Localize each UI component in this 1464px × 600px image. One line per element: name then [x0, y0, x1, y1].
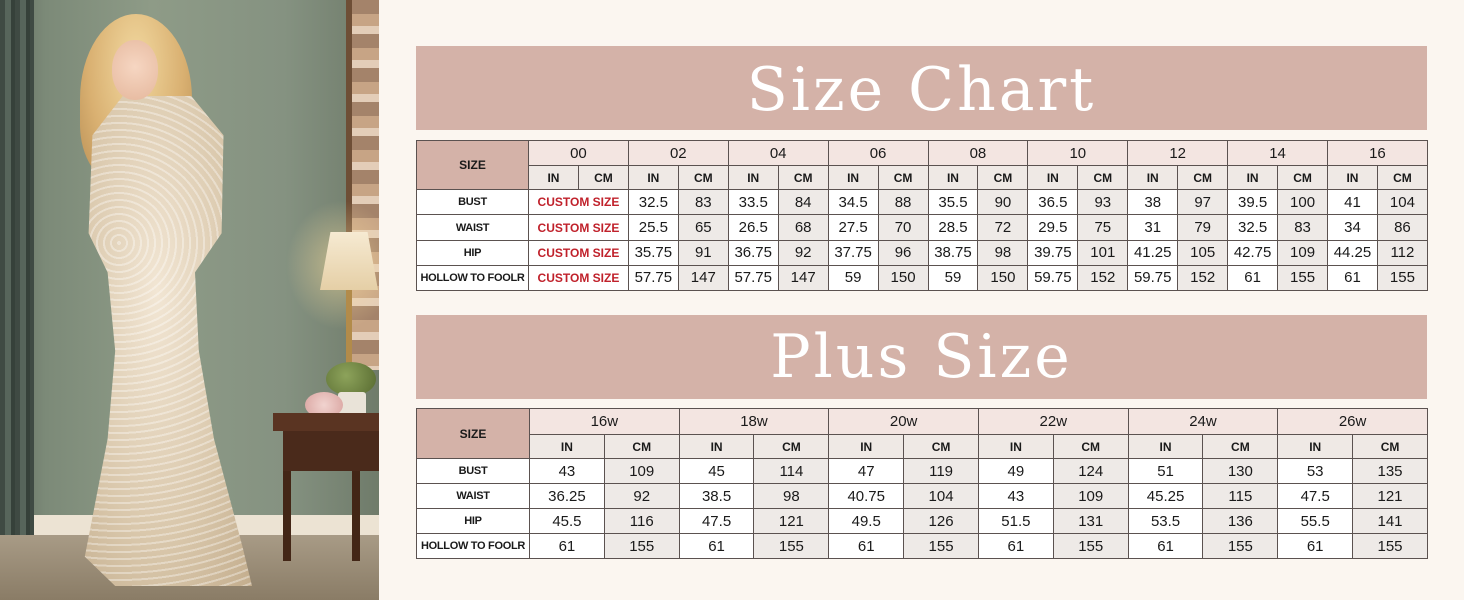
plus-size-table [416, 408, 1428, 559]
value-in: 61 [679, 534, 754, 559]
size-number: 02 [628, 141, 728, 166]
size-number: 16w [530, 409, 680, 435]
value-cm: 92 [604, 484, 679, 509]
measurement-label: HOLLOW TO FOOLR [417, 265, 529, 290]
value-cm: 98 [978, 240, 1028, 265]
value-cm: 92 [778, 240, 828, 265]
size-number: 10 [1028, 141, 1128, 166]
value-cm: 141 [1353, 509, 1428, 534]
value-in: 61 [1228, 265, 1278, 290]
value-cm: 104 [1377, 190, 1427, 215]
table-row [417, 215, 1428, 240]
value-in: 44.25 [1328, 240, 1378, 265]
value-in: 57.75 [628, 265, 678, 290]
value-cm: 147 [778, 265, 828, 290]
value-cm: 126 [904, 509, 979, 534]
plant [326, 362, 376, 396]
value-cm: 70 [878, 215, 928, 240]
value-cm: 155 [1203, 534, 1278, 559]
table-row [417, 509, 1428, 534]
table-row [417, 190, 1428, 215]
unit-cm-header: CM [1178, 166, 1228, 190]
value-cm: 155 [604, 534, 679, 559]
value-in: 28.5 [928, 215, 978, 240]
value-in: 55.5 [1278, 509, 1353, 534]
table-row [417, 240, 1428, 265]
value-cm: 124 [1053, 459, 1128, 484]
value-cm: 90 [978, 190, 1028, 215]
value-in: 43 [530, 459, 605, 484]
size-number: 08 [928, 141, 1028, 166]
value-in: 27.5 [828, 215, 878, 240]
unit-in-header: IN [1028, 166, 1078, 190]
size-number: 14 [1228, 141, 1328, 166]
value-in: 51.5 [978, 509, 1053, 534]
unit-in-header: IN [728, 166, 778, 190]
unit-cm-header: CM [1377, 166, 1427, 190]
value-cm: 152 [1078, 265, 1128, 290]
value-cm: 115 [1203, 484, 1278, 509]
unit-cm-header: CM [1353, 435, 1428, 459]
value-cm: 116 [604, 509, 679, 534]
value-in: 26.5 [728, 215, 778, 240]
value-cm: 130 [1203, 459, 1278, 484]
unit-cm-header: CM [754, 435, 829, 459]
value-cm: 109 [1053, 484, 1128, 509]
value-in: 32.5 [1228, 215, 1278, 240]
value-in: 36.5 [1028, 190, 1078, 215]
table-row [417, 265, 1428, 290]
value-cm: 75 [1078, 215, 1128, 240]
value-in: 34.5 [828, 190, 878, 215]
unit-cm-header: CM [678, 166, 728, 190]
measurement-label: HIP [417, 240, 529, 265]
custom-size-cell: CUSTOM SIZE [529, 240, 629, 265]
value-in: 53 [1278, 459, 1353, 484]
unit-cm-header: CM [604, 435, 679, 459]
plus-size-title: Plus Size [416, 315, 1427, 399]
unit-in-header: IN [529, 166, 579, 190]
custom-size-cell: CUSTOM SIZE [529, 265, 629, 290]
value-in: 31 [1128, 215, 1178, 240]
unit-cm-header: CM [1203, 435, 1278, 459]
unit-in-header: IN [828, 166, 878, 190]
table-row [417, 484, 1428, 509]
value-in: 25.5 [628, 215, 678, 240]
value-in: 59 [928, 265, 978, 290]
unit-in-header: IN [1328, 166, 1378, 190]
unit-in-header: IN [928, 166, 978, 190]
value-cm: 72 [978, 215, 1028, 240]
value-in: 47.5 [679, 509, 754, 534]
table-row [417, 459, 1428, 484]
size-header-row [417, 141, 1428, 166]
value-in: 61 [978, 534, 1053, 559]
model-face [112, 40, 158, 100]
measurement-label: BUST [417, 190, 529, 215]
unit-in-header: IN [1128, 435, 1203, 459]
value-cm: 155 [1377, 265, 1427, 290]
value-cm: 114 [754, 459, 829, 484]
table-row [417, 534, 1428, 559]
value-cm: 84 [778, 190, 828, 215]
value-cm: 155 [754, 534, 829, 559]
size-number: 06 [828, 141, 928, 166]
value-cm: 88 [878, 190, 928, 215]
value-in: 38.5 [679, 484, 754, 509]
size-number: 18w [679, 409, 829, 435]
unit-in-header: IN [1128, 166, 1178, 190]
value-cm: 93 [1078, 190, 1128, 215]
size-header-row [417, 409, 1428, 435]
value-cm: 155 [1053, 534, 1128, 559]
unit-in-header: IN [978, 435, 1053, 459]
size-number: 22w [978, 409, 1128, 435]
model-photo [0, 0, 379, 600]
value-in: 59.75 [1028, 265, 1078, 290]
value-cm: 86 [1377, 215, 1427, 240]
value-in: 47.5 [1278, 484, 1353, 509]
unit-cm-header: CM [1053, 435, 1128, 459]
measurement-label: HOLLOW TO FOOLR [417, 534, 530, 559]
custom-size-cell: CUSTOM SIZE [529, 190, 629, 215]
size-number: 24w [1128, 409, 1278, 435]
value-in: 49.5 [829, 509, 904, 534]
unit-in-header: IN [530, 435, 605, 459]
value-cm: 79 [1178, 215, 1228, 240]
value-cm: 109 [604, 459, 679, 484]
size-number: 04 [728, 141, 828, 166]
value-in: 29.5 [1028, 215, 1078, 240]
value-in: 38.75 [928, 240, 978, 265]
size-header: SIZE [417, 141, 529, 190]
size-number: 20w [829, 409, 979, 435]
lace-pattern [62, 96, 252, 586]
value-cm: 121 [1353, 484, 1428, 509]
value-cm: 131 [1053, 509, 1128, 534]
value-in: 53.5 [1128, 509, 1203, 534]
value-in: 61 [1278, 534, 1353, 559]
value-in: 45.25 [1128, 484, 1203, 509]
value-in: 42.75 [1228, 240, 1278, 265]
size-chart-title: Size Chart [416, 46, 1427, 130]
value-in: 61 [829, 534, 904, 559]
curtain [0, 0, 34, 600]
standard-size-table [416, 140, 1428, 291]
value-in: 35.5 [928, 190, 978, 215]
value-cm: 105 [1178, 240, 1228, 265]
value-cm: 65 [678, 215, 728, 240]
size-number: 00 [529, 141, 629, 166]
value-cm: 104 [904, 484, 979, 509]
value-cm: 100 [1278, 190, 1328, 215]
side-table-leg [352, 471, 360, 561]
value-cm: 112 [1377, 240, 1427, 265]
unit-in-header: IN [1278, 435, 1353, 459]
unit-cm-header: CM [904, 435, 979, 459]
measurement-label: WAIST [417, 215, 529, 240]
value-cm: 155 [1353, 534, 1428, 559]
unit-header-row [417, 435, 1428, 459]
value-cm: 98 [754, 484, 829, 509]
value-in: 51 [1128, 459, 1203, 484]
value-cm: 96 [878, 240, 928, 265]
value-cm: 147 [678, 265, 728, 290]
size-number: 12 [1128, 141, 1228, 166]
value-in: 34 [1328, 215, 1378, 240]
value-in: 45.5 [530, 509, 605, 534]
value-cm: 155 [904, 534, 979, 559]
value-in: 61 [530, 534, 605, 559]
value-cm: 68 [778, 215, 828, 240]
value-in: 41 [1328, 190, 1378, 215]
side-table-drawer [283, 431, 379, 471]
value-cm: 119 [904, 459, 979, 484]
value-in: 57.75 [728, 265, 778, 290]
custom-size-cell: CUSTOM SIZE [529, 215, 629, 240]
unit-in-header: IN [679, 435, 754, 459]
value-in: 59.75 [1128, 265, 1178, 290]
size-header: SIZE [417, 409, 530, 459]
value-cm: 135 [1353, 459, 1428, 484]
size-number: 16 [1328, 141, 1428, 166]
value-in: 41.25 [1128, 240, 1178, 265]
value-cm: 155 [1278, 265, 1328, 290]
value-in: 43 [978, 484, 1053, 509]
unit-cm-header: CM [1078, 166, 1128, 190]
value-in: 39.75 [1028, 240, 1078, 265]
value-in: 33.5 [728, 190, 778, 215]
value-in: 39.5 [1228, 190, 1278, 215]
value-in: 47 [829, 459, 904, 484]
value-cm: 152 [1178, 265, 1228, 290]
side-table-leg [283, 471, 291, 561]
value-in: 32.5 [628, 190, 678, 215]
unit-cm-header: CM [878, 166, 928, 190]
value-cm: 109 [1278, 240, 1328, 265]
value-in: 61 [1328, 265, 1378, 290]
value-in: 36.75 [728, 240, 778, 265]
value-cm: 150 [978, 265, 1028, 290]
value-in: 37.75 [828, 240, 878, 265]
value-in: 59 [828, 265, 878, 290]
unit-header-row [417, 166, 1428, 190]
value-in: 38 [1128, 190, 1178, 215]
unit-in-header: IN [829, 435, 904, 459]
value-cm: 150 [878, 265, 928, 290]
measurement-label: BUST [417, 459, 530, 484]
value-cm: 91 [678, 240, 728, 265]
value-cm: 101 [1078, 240, 1128, 265]
value-cm: 97 [1178, 190, 1228, 215]
unit-cm-header: CM [1278, 166, 1328, 190]
measurement-label: WAIST [417, 484, 530, 509]
value-cm: 83 [678, 190, 728, 215]
value-in: 49 [978, 459, 1053, 484]
unit-cm-header: CM [578, 166, 628, 190]
unit-cm-header: CM [778, 166, 828, 190]
value-in: 40.75 [829, 484, 904, 509]
unit-in-header: IN [628, 166, 678, 190]
value-cm: 83 [1278, 215, 1328, 240]
value-cm: 136 [1203, 509, 1278, 534]
value-in: 35.75 [628, 240, 678, 265]
side-table-top [273, 413, 379, 431]
unit-in-header: IN [1228, 166, 1278, 190]
value-in: 36.25 [530, 484, 605, 509]
size-number: 26w [1278, 409, 1428, 435]
value-cm: 121 [754, 509, 829, 534]
value-in: 45 [679, 459, 754, 484]
measurement-label: HIP [417, 509, 530, 534]
value-in: 61 [1128, 534, 1203, 559]
unit-cm-header: CM [978, 166, 1028, 190]
